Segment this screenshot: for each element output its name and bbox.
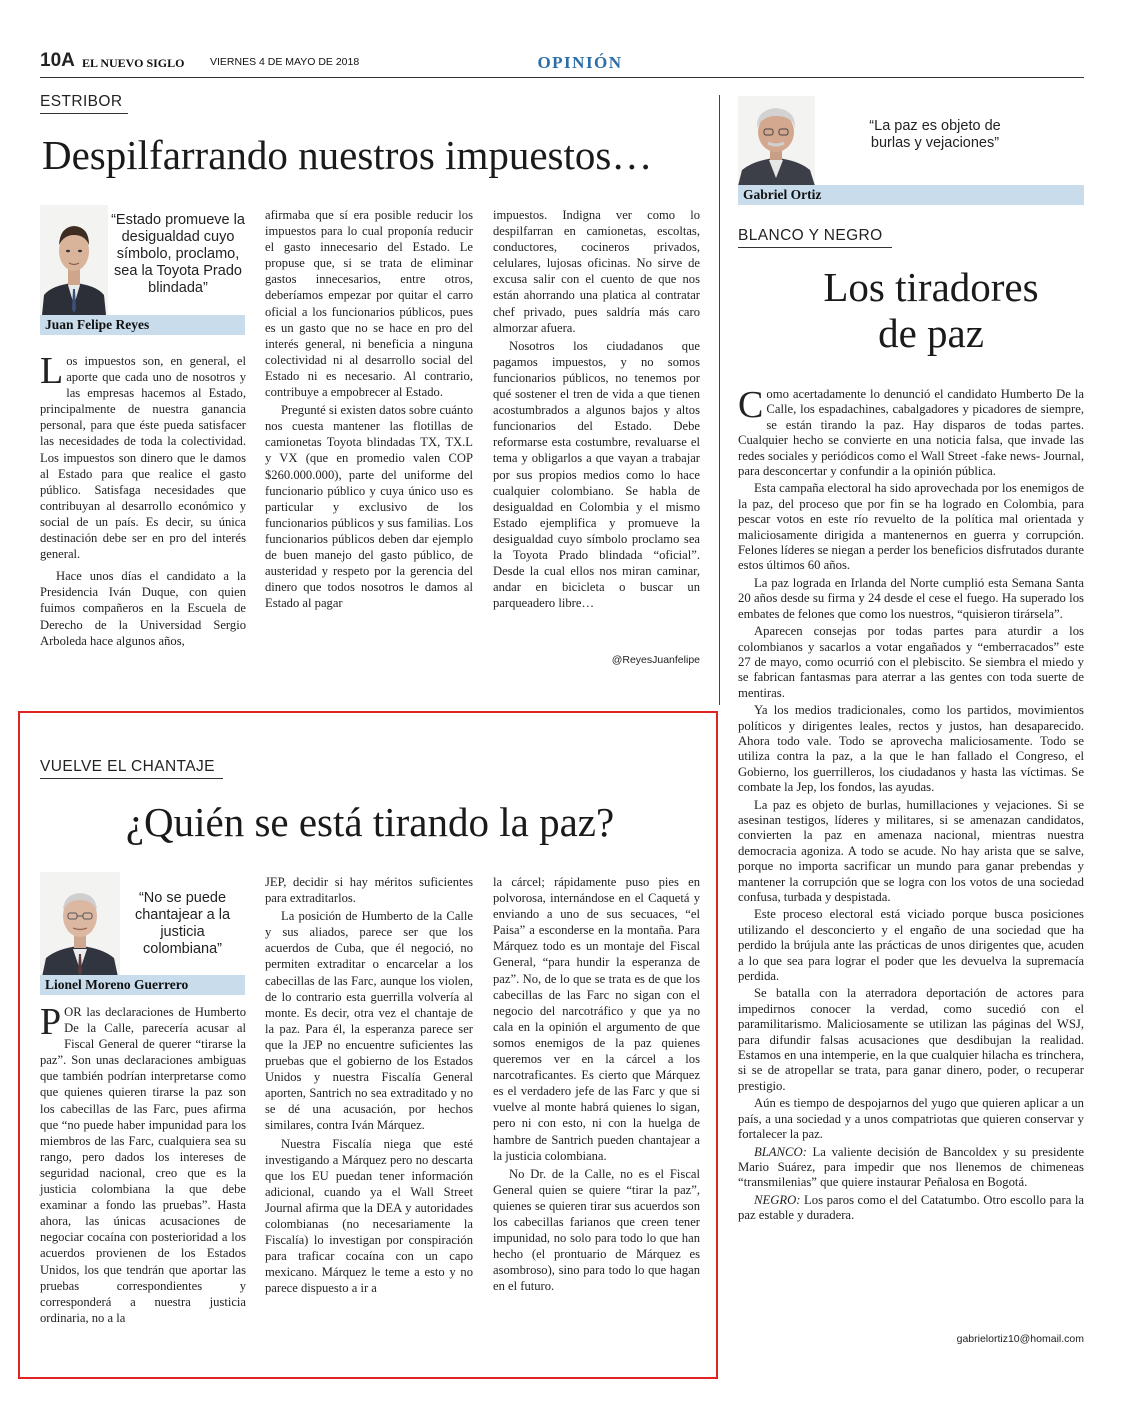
paragraph: Aparecen consejas por todas partes para aturdir a los colombianos y sacarlos a votar engañados y “emberracados” este 27 de mayo, como ocurrió con el plebiscito. Se siembra el miedo y se fabrican fantasmas para aterrar a las gentes con toda suerte de mentiras.	[738, 624, 1084, 700]
article-column	[738, 384, 1084, 1224]
author-quote: “Estado promueve la desigualdad cuyo símbolo, proclamo, sea la Toyota Prado blindada”	[111, 212, 245, 296]
article-kicker: VUELVE EL CHANTAJE	[40, 758, 223, 779]
author-photo	[40, 205, 108, 315]
author-handle: @ReyesJuanfelipe	[611, 654, 700, 666]
paragraph: La paz es objeto de burlas, humillaciones y vejaciones. Si se asesinan testigos, líderes y militares, si se amenazan candidatos, convierten la paz en amenaza nacional, mientras nuestra democracia agoniza. A todo se acude. No hay arista que se salve, porque no importa sacrificar un mundo para ganar prebendas y mantener la corrupción que se logra con los votos de una sociedad confusa, turbada y despistada.	[738, 797, 1084, 904]
column-divider	[719, 95, 720, 705]
paragraph: Hace unos días el candidato a la Presidencia Iván Duque, con quien fuimos compañeros en la Escuela de Derecho de la Universidad Sergio Arboleda hace algunos años,	[40, 569, 246, 648]
paragraph: OR las declaraciones de Humberto De la Calle, parecería acusar al Fiscal General de querer “tirarse la paz”. Son unas declaraciones ambiguas que también podrían interpretarse como que quienes quieren tirarse la paz son los cabecillas de las Farc, pues afirma que “no puede haber impunidad para los miembros de las Farc, cualquiera sea su rango, pero dados los intereses de seguridad nacional, creo que es la justicia colombiana la que debe examinar a fondo las pruebas”. Hasta ahora, las únicas acusaciones de negociar cocaína con posterioridad a los acuerdos provienen de los Estados Unidos, los que tendrán que aportar las pruebas correspondientes y corresponderá a nuestra justicia ordinaria, no a la	[40, 1005, 246, 1325]
drop-cap: P	[40, 1001, 62, 1043]
paragraph: Nosotros los ciudadanos que pagamos impuestos, y no somos funcionarios públicos, no tenemos por qué sostener el tren de vida a que tienen acostumbrados a algunos bajos y altos funcionarios del Estado. Debe reformarse esta costumbre, revaluarse el tema y obligarlos a que vayan a trabajar por sus propios medios como lo hace cualquier colombiano. Se habla de desigualdad en Colombia y el mismo Estado ejemplifica y promueve la desigualdad cuyo símbolo proclamo sea la Toyota Prado blindada “oficial”. Desde la cual ellos nos miran caminar, andar en bicicleta o buscar un parqueadero libre…	[493, 338, 700, 611]
article-column	[265, 207, 473, 611]
author-email: gabrielortiz10@homail.com	[956, 1333, 1084, 1345]
paragraph: la cárcel; rápidamente puso pies en polvorosa, internándose en el Caquetá y enviando a uno de sus secuaces, “el Paisa” a esconderse en la montaña. Para Márquez todo es un montaje del Fiscal General, “para hundir la esperanza de paz”. No, de lo que se trata es de que los cabecillas de las Farc no sigan con el negocio del narcotráfico y que ya no cala en la opinión el argumento de que somos enemigos de la paz quienes queremos ver en la cárcel a los narcotraficantes. Es cierto que Márquez es el verdadero jefe de las Farc y que si vuelve al monte habrá quienes lo sigan, pero ni con esto, ni con la huelga de hambre de Santrich pueden chantajear a la justicia colombiana.	[493, 875, 700, 1163]
paragraph: JEP, decidir si hay méritos suficientes para extraditarlos.	[265, 875, 473, 906]
article-title: Despilfarrando nuestros impuestos…	[42, 132, 653, 178]
page-number: 10A	[40, 50, 75, 71]
drop-cap: L	[40, 350, 64, 392]
article-title: ¿Quién se está tirando la paz?	[125, 799, 615, 845]
newspaper-name: EL NUEVO SIGLO	[82, 56, 185, 70]
paragraph: Pregunté si existen datos sobre cuánto nos cuesta mantener las flotillas de camionetas Toyota blindadas TX, TX.L y VX (que en promedio valen COP $260.000.000), parte del uniforme del funcionario público y cuya único uso es particular y exclusivo de los funcionarios públicos y sus familias. Los funcionarios públicos deben dar ejemplo de buen manejo del gasto público, de austeridad y respeto por la gerencia del dinero que todos nosotros le damos al Estado al pagar	[265, 403, 474, 611]
paragraph	[738, 1145, 1084, 1191]
paragraph: afirmaba que sí era posible reducir los impuestos para lo cual proponía reducir el gasto innecesario del Estado. Le propuse que, si se trata de eliminar gastos innecesarios, entre otros, deberíamos empezar por quitar el carro oficial a los funcionarios públicos, pues es un gasto que no se hace en pro del interés general, ni beneficia a ninguna colectividad ni al desarrollo social del Estado ni es necesario. Al contrario, contribuye a empobrecer al Estado.	[265, 208, 473, 400]
paragraph: Aún es tiempo de despojarnos del yugo que quieren aplicar a un país, a una sociedad y a unos compatriotas que quieren conservar y fortalecer la paz.	[738, 1096, 1084, 1142]
author-name: Gabriel Ortiz	[738, 185, 1084, 205]
page-header	[40, 50, 1084, 78]
author-name: Juan Felipe Reyes	[40, 315, 245, 335]
paragraph: No Dr. de la Calle, no es el Fiscal General quien se quiere “tirar la paz”, quienes se quieren tirar sus acuerdos son los cabecillas farianos que creen tener impunidad, no solo para todo lo que han hecho (el prontuario de Márquez es asombroso), sino para todo lo que hagan en el futuro.	[493, 1166, 700, 1294]
article-title-line: de paz	[878, 310, 984, 356]
author-quote: “No se puede chantajear a la justicia colombiana”	[134, 890, 231, 957]
drop-cap: C	[738, 384, 764, 426]
article-column	[40, 350, 246, 649]
article-column	[40, 1001, 246, 1326]
paragraph: Nuestra Fiscalía niega que esté investigando a Márquez pero no descarta que los EU puedan tener información adicional, cuando ya el Wall Street Journal afirma que la DEA y autoridades colombianas (no necesariamente la Fiscalía) lo investigan por conspiración para traficar cocaína con un capo mexicano. Márquez le teme a esto y no parece dispuesto a ir a	[265, 1136, 473, 1296]
paragraph: Se batalla con la aterradora deportación de actores para impedirnos conocer la verdad, como sucedió con el paramilitarismo. Maliciosamente se utilizan las páginas del WSJ, para difundir falsas acusaciones que desdibujan la realidad. Estamos en una intemperie, en la que cualquier hilacha es trinchera, si se de atropellar se trata, para ganar dinero, poder, o recuperar prestigio.	[738, 986, 1084, 1093]
paragraph: impuestos. Indigna ver como lo despilfarran en camionetas, escoltas, conductores, cocineros privados, celulares, lujosas oficinas. No sirve de excusa salir con el cuento de que nos están ahorrando una platica al contratar chef privado, pues saldría más caro almorzar afuera.	[493, 208, 700, 335]
negro-text: Los paros como el del Catatumbo. Otro escollo para la paz estable y duradera.	[738, 1192, 1084, 1223]
blanco-text: La valiente decisión de Bancoldex y su presidente Mario Suárez, para impedir que nos llenemos de chimeneas “transmilenias” que quiere instaurar Peñalosa en Bogotá.	[738, 1144, 1084, 1190]
issue-date: VIERNES 4 DE MAYO DE 2018	[210, 56, 360, 68]
paragraph: Esta campaña electoral ha sido aprovechada por los enemigos de la paz, del proceso que por fin se ha logrado en Colombia, para pescar votos en este río revuelto de la política mal orientada y maliciosamente dirigida a mantenernos en guerra y corrupción. Felones líderes se niegan a perder los beneficios disfrutados durante estos últimos 60 años.	[738, 481, 1084, 573]
article-column	[493, 207, 700, 611]
blanco-label: BLANCO:	[754, 1144, 807, 1159]
author-name: Lionel Moreno Guerrero	[40, 975, 245, 995]
paragraph: La posición de Humberto de la Calle y sus aliados, parece ser que los acuerdos de Cuba, que él negoció, no permiten extraditar o encarcelar a los cabecillas de las Farc, aunque los violen, de lo contrario esta guerrilla volvería al monte. Es decir, otra vez el chantaje de la paz. Para él, la esperanza parece ser que la JEP no encuentre suficientes las pruebas que el gobierno de los Estados Unidos y nuestra Fiscalía General aporten, Santrich no sea extraditado y no se dé una acusación, por hechos similares, contra Iván Márquez.	[265, 909, 473, 1133]
paragraph: La paz lograda en Irlanda del Norte cumplió esta Semana Santa 20 años desde su firma y 24 desde el cese el fuego. Ha superado los embates de felones que como los nuestros, “quisieron tirársela”.	[738, 575, 1084, 621]
section-name: OPINIÓN	[537, 53, 623, 72]
article-column	[493, 874, 700, 1294]
article-column	[265, 874, 473, 1296]
author-quote: “La paz es objeto de burlas y vejaciones”	[869, 118, 1001, 151]
article-kicker: BLANCO Y NEGRO	[738, 227, 892, 248]
paragraph: Este proceso electoral está viciado porque busca posiciones utilizando el desconcierto y el engaño de una sociedad que ha perdido la brújula ante las prácticas de unos dirigentes que, acuden a lo que sea para lograr el poder que les devuelva la supremacía perdida.	[738, 907, 1084, 984]
paragraph: Ya los medios tradicionales, como los partidos, movimientos políticos y dirigentes leales, rectos y justos, han desaparecido. Ahora todo vale. Todo se aprovecha maliciosamente. Todo se utiliza contra la paz, a la que le han fallado el Congreso, el Gobierno, los guerrilleros, los ciudadanos y hasta las víctimas. Se combate la Jep, los fondos, las ayudas.	[738, 703, 1084, 795]
author-photo	[40, 872, 120, 977]
author-photo	[738, 96, 815, 186]
article-kicker: ESTRIBOR	[40, 93, 128, 114]
negro-label: NEGRO:	[754, 1192, 801, 1207]
article-title	[738, 264, 1084, 356]
paragraph: omo acertadamente lo denunció el candidato Humberto De la Calle, los espadachines, cabalgadores y picadores de siempre, se están tirando la paz. Hay disparos de todas partes. Cualquier hecho se convierte en una noticia falsa, que invade las redes sociales y periódicos como el Wall Street -fake news- Journal, para desconcertar y confundir a la opinión pública.	[738, 387, 1084, 479]
article-title-line: Los tiradores	[823, 264, 1039, 310]
paragraph: os impuestos son, en general, el aporte que cada uno de nosotros y las empresas hacemos al Estado, principalmente de nuestra ganancia personal, para que éste pueda satisfacer las necesidades de toda la colectividad. Los impuestos son dinero que le damos al Estado para que realice el gasto público. Satisfaga necesidades que contribuyan al desarrollo económico y social de un país. Es decir, su única destinación debe ser en pro del interés general.	[40, 354, 246, 562]
paragraph	[738, 1193, 1084, 1224]
